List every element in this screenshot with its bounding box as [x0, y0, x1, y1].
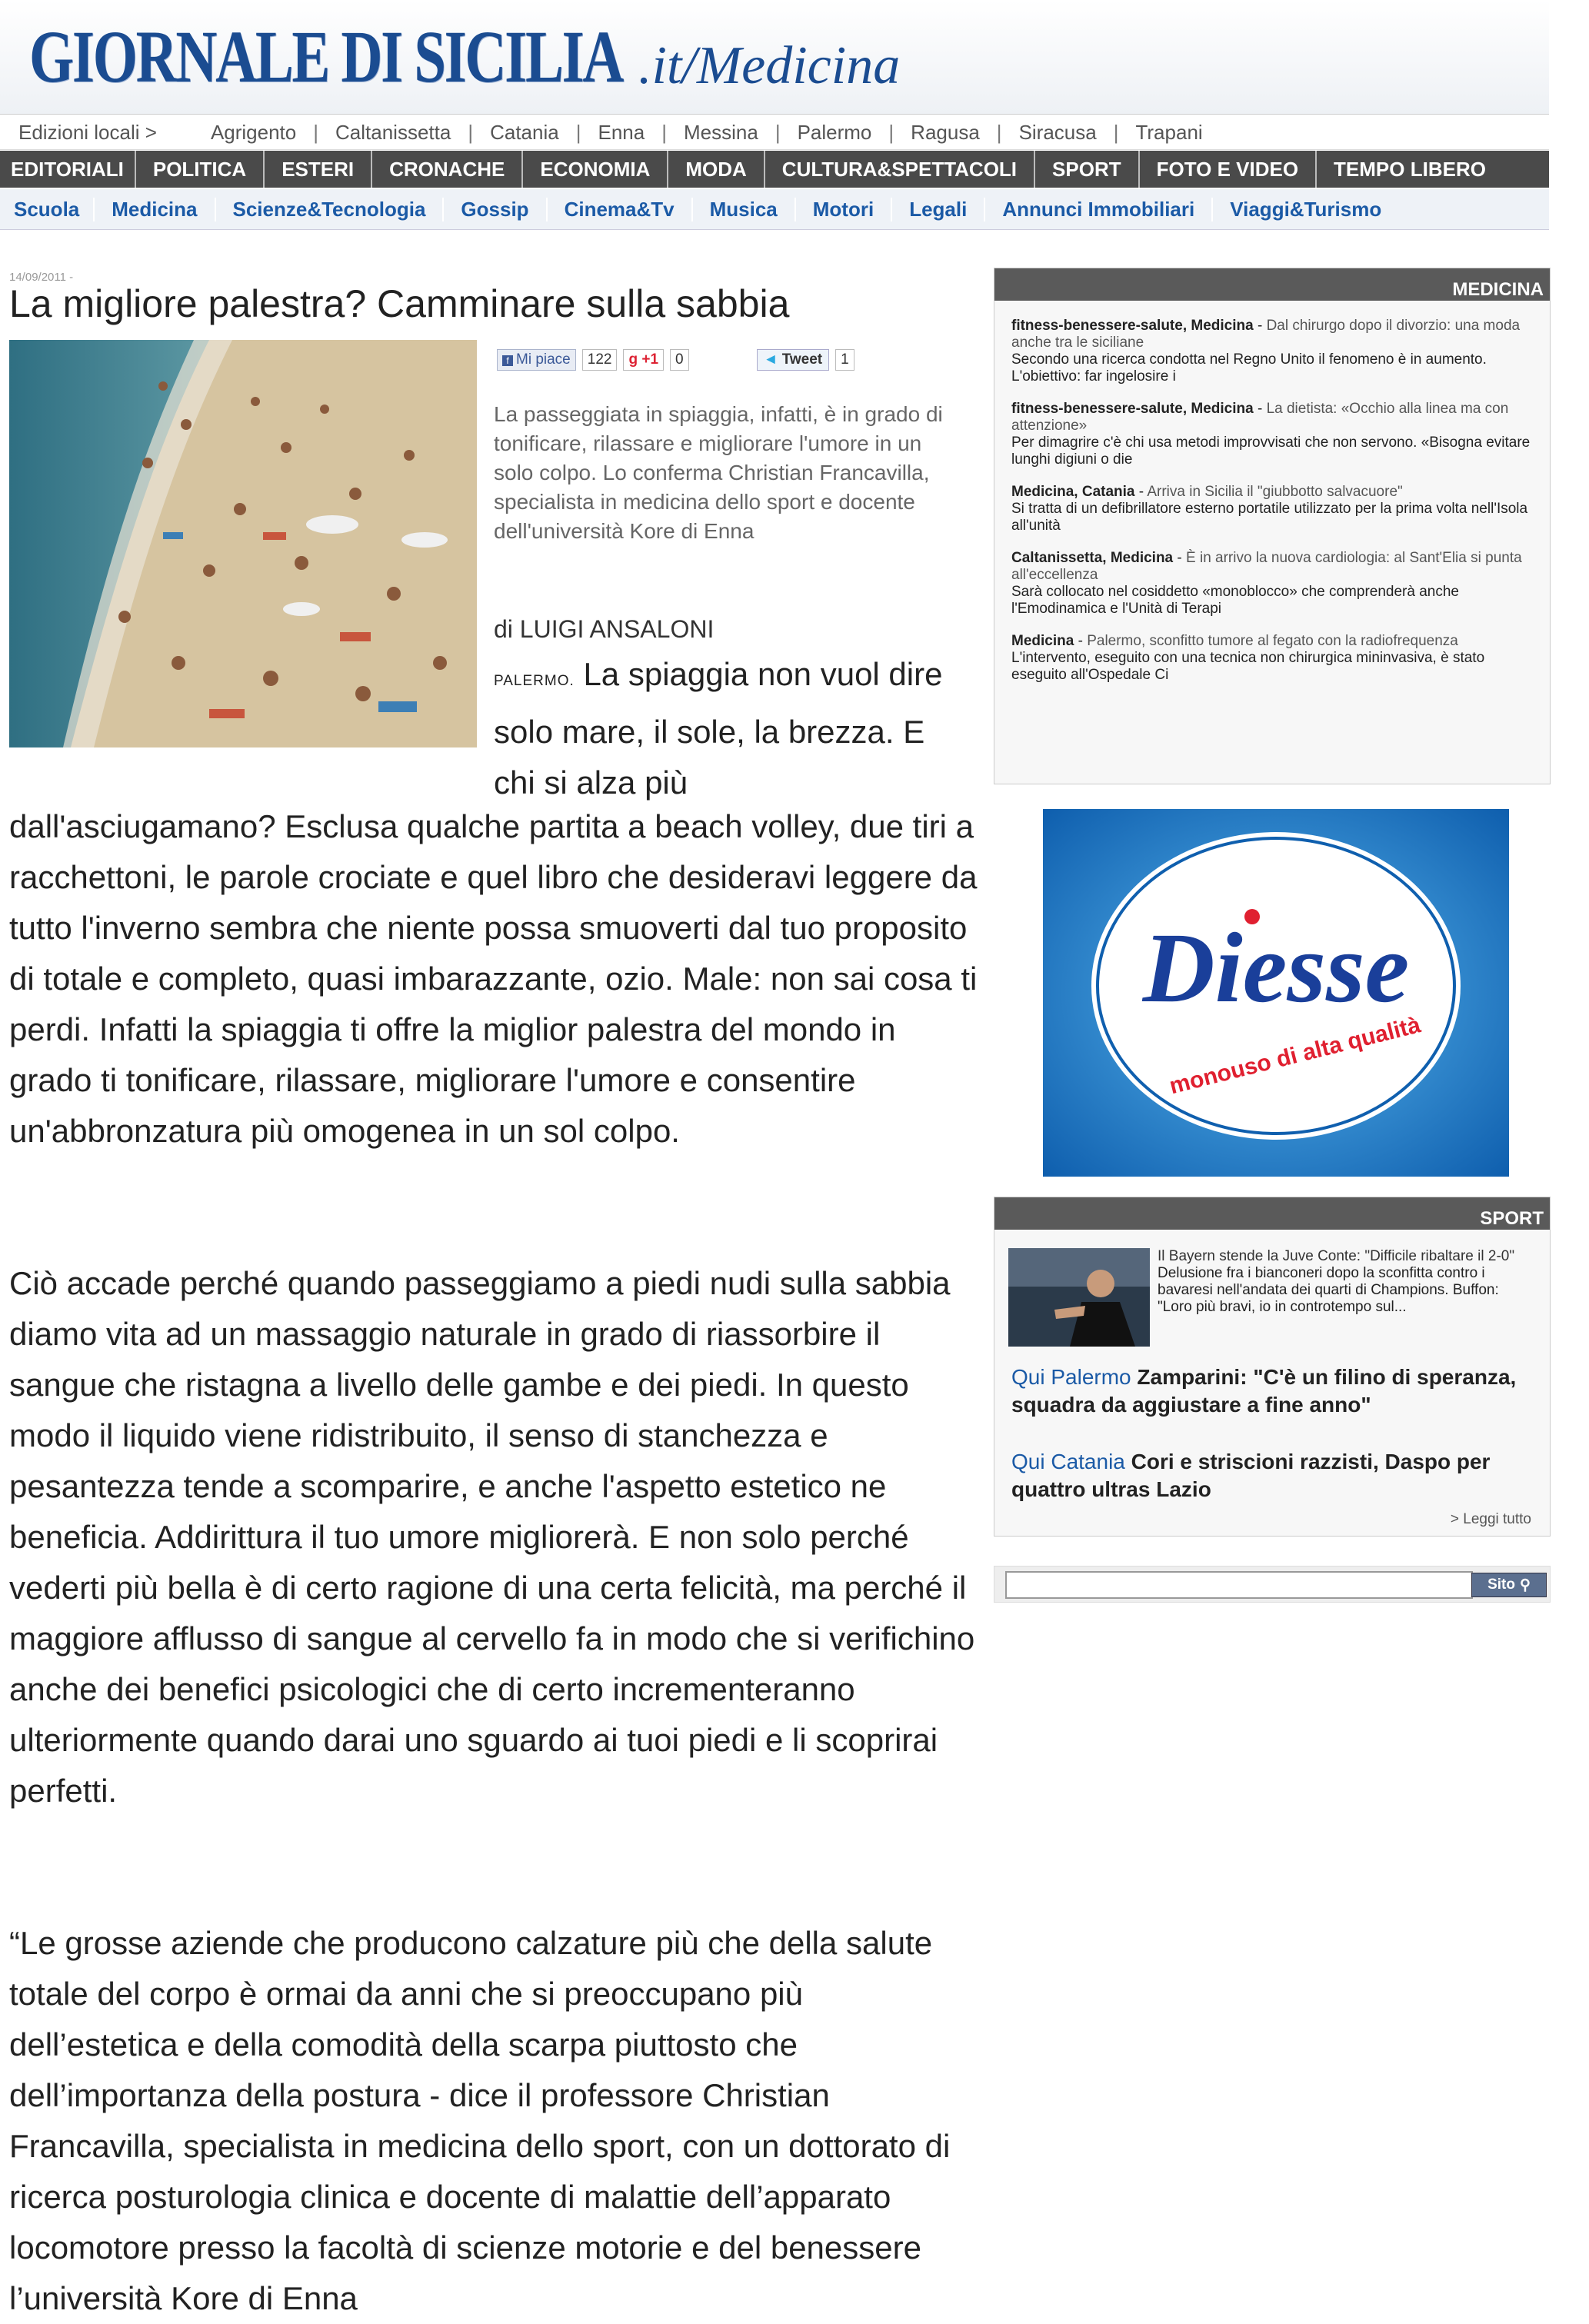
sub-nav [0, 189, 1549, 230]
subnav-item-legali[interactable]: Legali [892, 198, 985, 221]
nav-item-cronache[interactable]: CRONACHE [372, 151, 523, 188]
news-item[interactable]: Medicina - Palermo, sconfitto tumore al fegato con la radiofrequenza L'intervento, eseguito con una tecnica non chirurgica mininvasiva, è stato eseguito all'Ospedale Ci [1011, 633, 1485, 683]
edition-link[interactable]: Trapani [1135, 120, 1203, 144]
nav-item-sport[interactable]: SPORT [1035, 151, 1140, 188]
edition-link[interactable]: Palermo [797, 120, 872, 144]
sport-box-title: SPORT [994, 1197, 1550, 1230]
edition-link[interactable]: Ragusa [911, 120, 980, 144]
sport-thumbnail[interactable] [1008, 1248, 1150, 1347]
twitter-icon: ◄ [763, 351, 778, 368]
article-title: La migliore palestra? Camminare sulla sabbia [9, 282, 790, 325]
subnav-item-annunci[interactable]: Annunci Immobiliari [985, 198, 1213, 221]
local-editions-bar: Edizioni locali > Agrigento | Caltanissetta | Catania | Enna | Messina | Palermo | Ragusa | Siracusa | Trapani [0, 115, 1549, 150]
article-paragraph: dall'asciugamano? Esclusa qualche partita a beach volley, due tiri a racchettoni, le parole crociate e quel libro che desideravi leggere da tutto l'inverno sembra che niente possa smuoverti dal tuo proposito di totale e completo, quasi imbarazzante, ozio. Male: non sai cosa ti perdi. Infatti la spiaggia ti offre la miglior palestra del mondo in grado ti tonificare, rilassare, migliorare l'umore e consentire un'abbronzatura più omogenea in un sol colpo. [9, 808, 978, 1149]
subnav-item-scienze[interactable]: Scienze&Tecnologia [216, 198, 445, 221]
edition-link[interactable]: Messina [683, 120, 758, 144]
nav-item-foto-video[interactable]: FOTO E VIDEO [1140, 151, 1317, 188]
article-photo [9, 340, 477, 747]
edition-link[interactable]: Caltanissetta [335, 120, 451, 144]
read-all-link[interactable]: > Leggi tutto [1450, 1511, 1531, 1527]
article-date: 14/09/2011 - [9, 271, 74, 284]
tweet-count: 1 [835, 349, 854, 371]
nav-item-esteri[interactable]: ESTERI [265, 151, 372, 188]
facebook-like-count: 122 [582, 349, 618, 371]
facebook-like-button[interactable]: f Mi piace [497, 349, 576, 371]
subnav-item-gossip[interactable]: Gossip [444, 198, 547, 221]
subnav-item-cinema[interactable]: Cinema&Tv [548, 198, 693, 221]
site-logo[interactable]: GIORNALE DI SICILIA [29, 15, 623, 98]
medicina-news-box [994, 268, 1551, 784]
google-plus-icon: g [628, 351, 638, 368]
news-item[interactable]: Caltanissetta, Medicina - È in arrivo la nuova cardiologia: al Sant'Elia si punta all'eccellenza Sarà collocato nel cosiddetto «monoblocco» che comprenderà anche l'Emodinamica e l'Unità di Terapi [1011, 550, 1522, 617]
google-plus-count: 0 [670, 349, 689, 371]
subnav-item-motori[interactable]: Motori [796, 198, 892, 221]
edition-link[interactable]: Siracusa [1018, 120, 1097, 144]
search-icon: ⚲ [1519, 1577, 1531, 1593]
social-buttons [497, 348, 854, 372]
advertisement-banner[interactable] [1043, 809, 1509, 1177]
nav-item-editoriali[interactable]: EDITORIALI [0, 151, 136, 188]
editions-label: Edizioni locali > [18, 120, 157, 144]
facebook-icon: f [502, 355, 513, 366]
site-header [0, 0, 1549, 115]
ad-brand: Diesse [1142, 913, 1410, 1024]
nav-item-politica[interactable]: POLITICA [136, 151, 265, 188]
tweet-button[interactable]: ◄ Tweet [757, 349, 830, 371]
subnav-item-musica[interactable]: Musica [693, 198, 796, 221]
google-plus-button[interactable]: g +1 [623, 349, 664, 371]
search-input[interactable] [1005, 1571, 1473, 1599]
sport-link[interactable]: Qui Palermo Zamparini: "C'è un filino di speranza, squadra da aggiustare a fine anno" [1011, 1365, 1517, 1417]
nav-item-cultura[interactable]: CULTURA&SPETTACOLI [765, 151, 1035, 188]
nav-item-tempo-libero[interactable]: TEMPO LIBERO [1334, 157, 1486, 181]
news-item[interactable]: fitness-benessere-salute, Medicina - La dietista: «Occhio alla linea ma con attenzione» Per dimagrire c'è chi usa metodi improvvisati che non servono. «Bisogna evitare lunghi digiuni o die [1011, 401, 1531, 468]
sport-lead-story[interactable]: Il Bayern stende la Juve Conte: "Difficile ribaltare il 2-0" Delusione fra i bianconeri dopo la sconfitta contro i bavaresi nell'andata dei quarti di Champions. Buffon: "Loro più bravi, io in controtempo sul... [1158, 1248, 1515, 1315]
ad-tagline: monouso di alta qualità [1167, 1012, 1424, 1100]
article-paragraph: “Le grosse aziende che producono calzature più che della salute totale del corpo è ormai da anni che si preoccupano più dell’estetica e della comodità della scarpa piuttosto che dell’importanza della postura - dice il professore Christian Francavilla, specialista in medicina dello sport, con un dottorato di ricerca posturologia clinica e docente di malattie dell’apparato locomotore presso la facoltà di scienze motorie e del benessere l’università Kore di Enna [9, 1925, 951, 2316]
news-item[interactable]: fitness-benessere-salute, Medicina - Dal chirurgo dopo il divorzio: una moda anche tra le siciliane Secondo una ricerca condotta nel Regno Unito il fenomeno è in aumento. L'obiettivo: far ingelosire i [1011, 318, 1521, 385]
medicina-box-title: MEDICINA [994, 268, 1550, 301]
subnav-item-medicina[interactable]: Medicina [95, 198, 215, 221]
edition-link[interactable]: Catania [490, 120, 559, 144]
article-lead: PALERMO. La spiaggia non vuol dire solo mare, il sole, la brezza. E chi si alza più [494, 656, 943, 801]
dateline-location: PALERMO. [494, 673, 575, 689]
article-byline: di LUIGI ANSALONI [494, 615, 715, 643]
edition-link[interactable]: Agrigento [210, 120, 297, 144]
nav-item-economia[interactable]: ECONOMIA [523, 151, 668, 188]
subnav-item-viaggi[interactable]: Viaggi&Turismo [1230, 197, 1382, 221]
sport-link[interactable]: Qui Catania Cori e striscioni razzisti, Daspo per quattro ultras Lazio [1011, 1450, 1491, 1501]
section-logo[interactable]: .it/Medicina [638, 36, 901, 95]
article-summary: La passeggiata in spiaggia, infatti, è in grado di tonificare, rilassare e migliorare l'umore in un solo colpo. Lo conferma Christian Francavilla, specialista in medicina dello sport e docente dell'università Kore di Enna [494, 402, 943, 543]
news-item[interactable]: Medicina, Catania - Arriva in Sicilia il "giubbotto salvacuore" Si tratta di un defibrillatore esterno portatile utilizzato per la prima volta nell'Isola all'unità [1011, 484, 1528, 534]
edition-link[interactable]: Enna [598, 120, 645, 144]
nav-item-moda[interactable]: MODA [668, 151, 765, 188]
main-nav [0, 151, 1549, 188]
sport-news-box [994, 1197, 1551, 1537]
subnav-item-scuola[interactable]: Scuola [0, 198, 95, 221]
search-bar [994, 1566, 1551, 1603]
article-paragraph: Ciò accade perché quando passeggiamo a piedi nudi sulla sabbia diamo vita ad un massaggio naturale in grado di riassorbire il sangue che ristagna a livello delle gambe e dei piedi. In questo modo il liquido viene ridistribuito, il senso di stanchezza e pesantezza tende a scomparire, e anche l'aspetto estetico ne beneficia. Addirittura il tuo umore migliorerà. E non solo perché vederti più bella è di certo ragione di una certa felicità, ma perché il maggiore afflusso di sangue al cervello fa in modo che si verifichino anche dei benefici psicologici che di certo incrementeranno ulteriormente quando darai uno sguardo ai tuoi piedi e li scoprirai perfetti. [9, 1265, 975, 1809]
search-button[interactable]: Sito ⚲ [1471, 1573, 1547, 1597]
